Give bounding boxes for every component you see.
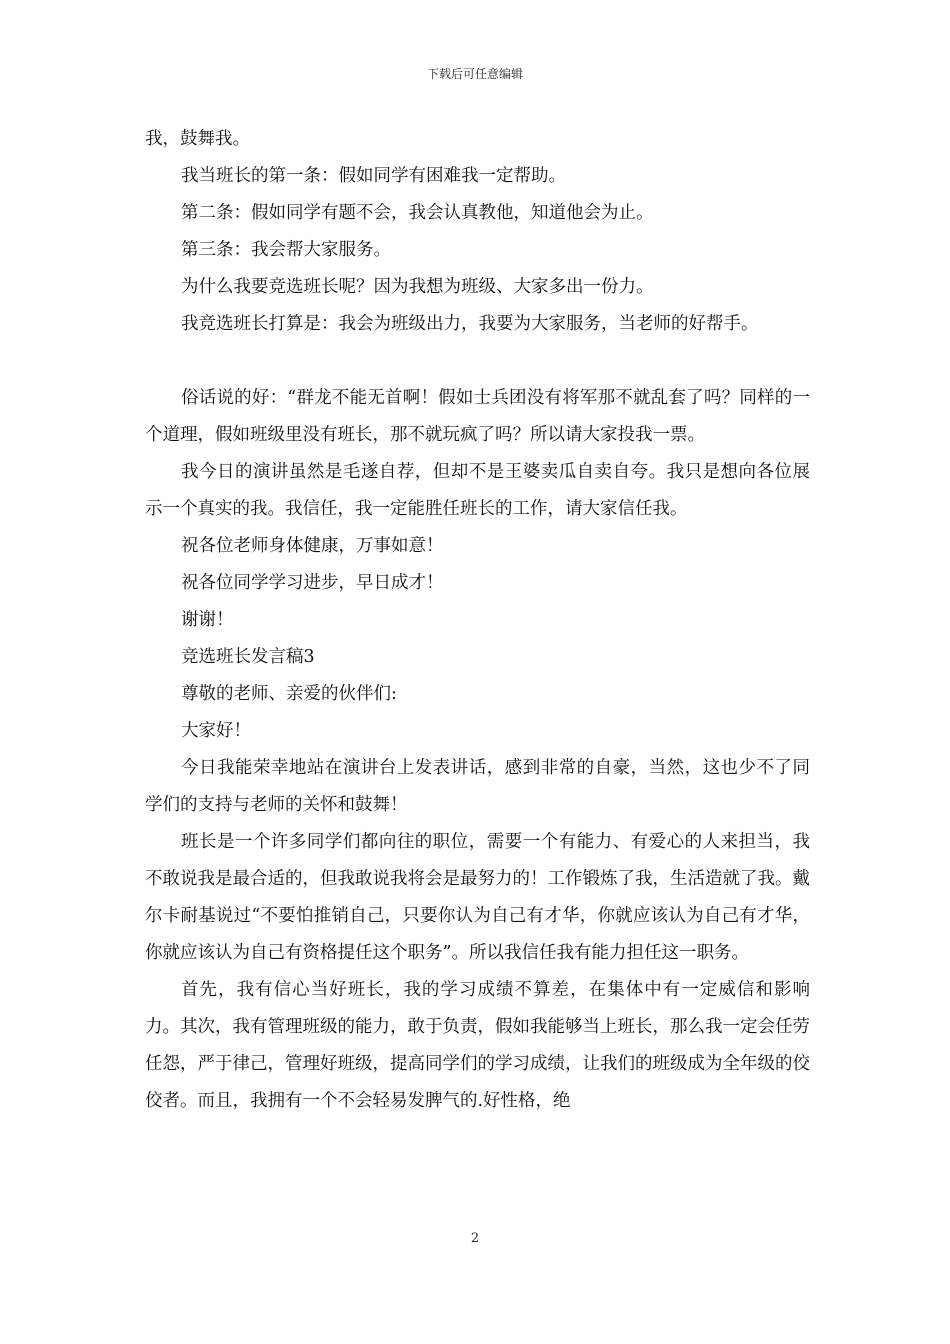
paragraph-wish-classmates: 祝各位同学学习进步，早日成才！ <box>181 573 444 593</box>
paragraph-wish-teachers: 祝各位老师身体健康，万事如意！ <box>181 536 444 556</box>
paragraph-continuation: 我，鼓舞我。 <box>145 129 250 149</box>
paragraph-rule-3: 第三条：我会帮大家服务。 <box>181 240 391 260</box>
paragraph-why: 为什么我要竞选班长呢？因为我想为班级、大家多出一份力。 <box>181 277 654 297</box>
paragraph-salutation: 尊敬的老师、亲爱的伙伴们: <box>181 684 397 704</box>
paragraph-reasons: 首先，我有信心当好班长，我的学习成绩不算差，在集体中有一定威信和影响力。其次，我有管理班级的能力，敢于负责，假如我能够当上班长，那么我一定会任劳任怨，严于律己，管理好班级，提高同学们的学习成绩，让我们的班级成为全年级的佼佼者。而且，我拥有一个不会轻易发脾气的.好性格，绝 <box>145 980 810 1111</box>
paragraph-plan: 我竞选班长打算是：我会为班级出力，我要为大家服务，当老师的好帮手。 <box>181 314 759 334</box>
section-title: 竞选班长发言稿3 <box>181 647 315 667</box>
blank-line <box>145 343 810 380</box>
paragraph-monitor-role: 班长是一个许多同学们都向往的职位，需要一个有能力、有爱心的人来担当，我不敢说我是最合适的，但我敢说我将会是最努力的！工作锻炼了我，生活造就了我。戴尔卡耐基说过“不要怕推销自己，只要你认为自己有才华，你就应该认为自己有才华，你就应该认为自己有资格提任这个职务”。所以我信任我有能力担任这一职务。 <box>145 832 810 963</box>
document-body <box>145 121 810 1120</box>
paragraph-proverb: 俗话说的好：“群龙不能无首啊！假如士兵团没有将军那不就乱套了吗？同样的一个道理，假如班级里没有班长，那不就玩疯了吗？所以请大家投我一票。 <box>145 388 810 445</box>
paragraph-rule-1: 我当班长的第一条：假如同学有困难我一定帮助。 <box>181 166 566 186</box>
paragraph-self-recommend: 我今日的演讲虽然是毛遂自荐，但却不是王婆卖瓜自卖自夸。我只是想向各位展示一个真实的我。我信任，我一定能胜任班长的工作，请大家信任我。 <box>145 462 810 519</box>
paragraph-rule-2: 第二条：假如同学有题不会，我会认真教他，知道他会为止。 <box>181 203 654 223</box>
page-number: 2 <box>470 1231 480 1246</box>
page-header: 下载后可任意编辑 <box>426 67 523 81</box>
paragraph-intro: 今日我能荣幸地站在演讲台上发表讲话，感到非常的自豪，当然，这也少不了同学们的支持与老师的关怀和鼓舞！ <box>145 758 810 815</box>
paragraph-thanks: 谢谢！ <box>181 610 234 630</box>
paragraph-greeting: 大家好！ <box>181 721 251 741</box>
